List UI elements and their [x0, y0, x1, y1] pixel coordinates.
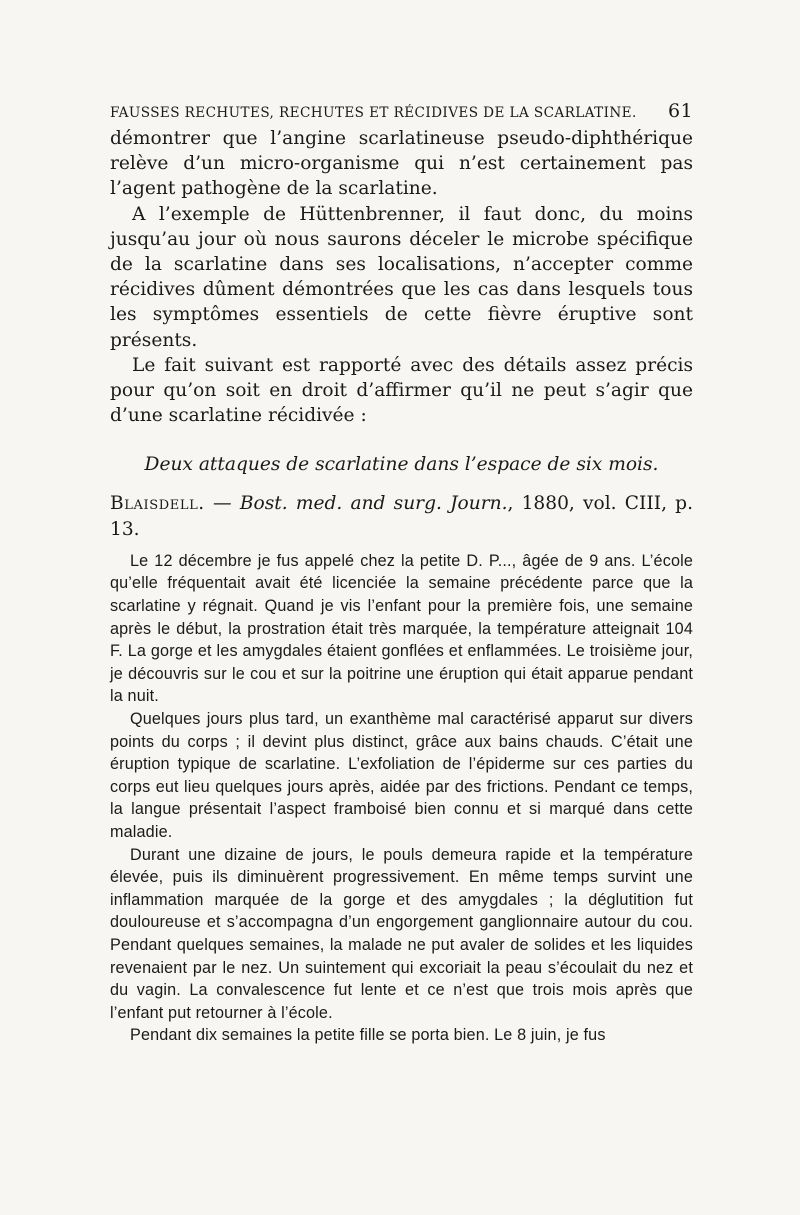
citation-author: Blaisdell.	[110, 493, 205, 515]
page-number: 61	[668, 100, 693, 122]
main-text	[110, 126, 693, 428]
paragraph-fait-suivant: Le fait suivant est rapporté avec des détails assez précis pour qu’on soit en droit d’affirmer qu’il ne peut s’agir que d’une scarlatine récidivée :	[110, 354, 693, 427]
paragraph-huttenbrenner: A l’exemple de Hüttenbrenner, il faut donc, du moins jusqu’au jour où nous saurons déceler le microbe spécifique de la scarlatine dans ses localisations, n’accepter comme récidives dûment démontrées que les cas dans lesquels tous les symptômes essentiels de cette fièvre éruptive sont présents.	[110, 203, 693, 351]
book-page	[110, 100, 693, 1047]
case-paragraph: Le 12 décembre je fus appelé chez la petite D. P..., âgée de 9 ans. L’école qu’elle fréquentait avait été licenciée la semaine précédente parce que la scarlatine y régnait. Quand je vis l’enfant pour la première fois, une semaine après le début, la prostration était très marquée, la température atteignait 104 F. La gorge et les amygdales étaient gonflées et enflammées. Le troisième jour, je découvris sur le cou et sur la poitrine une éruption qui était apparue pendant la nuit.	[110, 551, 693, 706]
section-title: Deux attaques de scarlatine dans l’espace de six mois.	[144, 454, 659, 476]
citation-details: , 1880, vol. CIII, p. 13.	[110, 493, 693, 540]
running-title: FAUSSES RECHUTES, RECHUTES ET RÉCIDIVES DE LA SCARLATINE.	[110, 105, 637, 121]
case-paragraph: Quelques jours plus tard, un exanthème mal caractérisé apparut sur divers points du corps ; il devint plus distinct, grâce aux bains chauds. C’était une éruption typique de scarlatine. L’exfoliation de l’épiderme sur ces parties du corps eut lieu quelques jours après, aidée par des frictions. Pendant ce temps, la langue présentait l’aspect framboisé bien connu et si marqué dans cette maladie.	[110, 710, 693, 841]
citation-journal: Bost. med. and surg. Journ.	[239, 493, 508, 515]
paragraph-continuation: démontrer que l’angine scarlatineuse pseudo-diphthérique relève d’un micro-organisme qui n’est certainement pas l’agent pathogène de la scarlatine.	[110, 128, 693, 200]
running-header	[110, 100, 693, 126]
citation	[110, 491, 693, 541]
case-paragraph: Durant une dizaine de jours, le pouls demeura rapide et la température élevée, puis ils diminuèrent progressivement. En même temps survint une inflammation marquée de la gorge et des amygdales ; la déglutition fut douloureuse et s’accompagna d’un engorgement ganglionnaire autour du cou. Pendant quelques semaines, la malade ne put avaler de solides et les liquides revenaient par le nez. Un suintement qui excoriait la peau s’écoulait du nez et du vagin. La convalescence fut lente et ce n’est que trois mois après que l’enfant put retourner à l’école.	[110, 845, 693, 1022]
citation-dash: —	[204, 493, 240, 515]
case-paragraph: Pendant dix semaines la petite fille se porta bien. Le 8 juin, je fus	[130, 1026, 606, 1045]
case-report	[110, 550, 693, 1047]
